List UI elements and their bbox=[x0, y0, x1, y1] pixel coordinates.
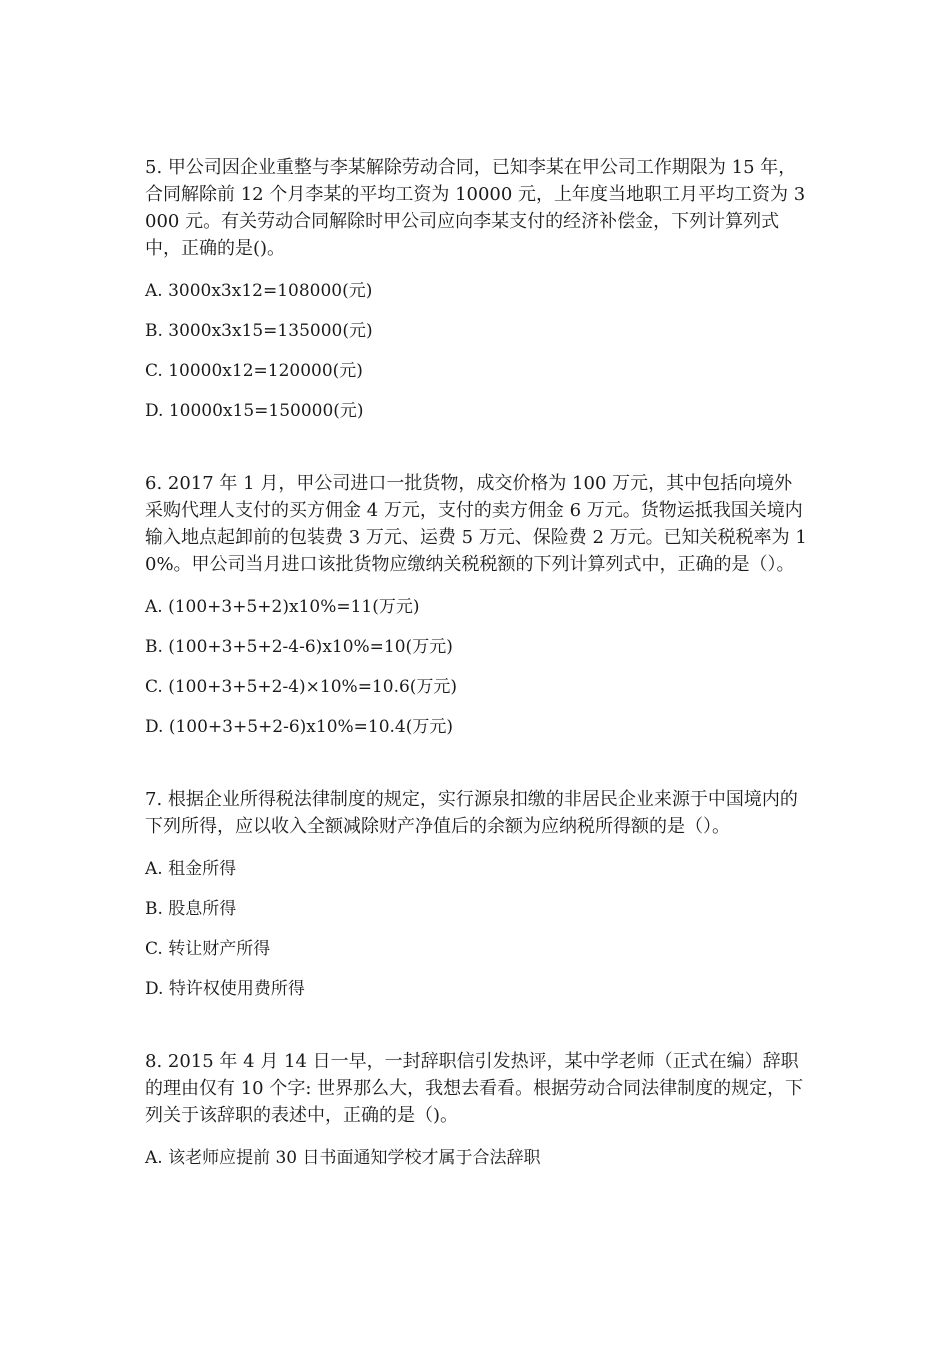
option-d: D. 特许权使用费所得 bbox=[145, 979, 305, 999]
question-text: 5. 甲公司因企业重整与李某解除劳动合同，已知李某在甲公司工作期限为 15 年，合同解除前 12 个月李某的平均工资为 10000 元，上年度当地职工月平均工资为 3000 元。有关劳动合同解除时甲公司应向李某支付的经济补偿金，下列计算列式中，正确的是()。 bbox=[145, 157, 806, 259]
option-a: A. 租金所得 bbox=[145, 859, 237, 879]
option-a: A. (100+3+5+2)x10%=11(万元) bbox=[145, 597, 420, 617]
question-7 bbox=[145, 786, 810, 1000]
question-text: 6. 2017 年 1 月，甲公司进口一批货物，成交价格为 100 万元，其中包括向境外采购代理人支付的买方佣金 4 万元，支付的卖方佣金 6 万元。货物运抵我国关境内输入地点起卸前的包装费 3 万元、运费 5 万元、保险费 2 万元。已知关税税率为 10%。甲公司当月进口该批货物应缴纳关税税额的下列计算列式中，正确的是（）。 bbox=[145, 473, 807, 575]
question-text: 8. 2015 年 4 月 14 日一早，一封辞职信引发热评，某中学老师（正式在编）辞职的理由仅有 10 个字: 世界那么大，我想去看看。根据劳动合同法律制度的规定，下列关于该辞职的表述中，正确的是（)。 bbox=[145, 1051, 804, 1126]
question-text: 7. 根据企业所得税法律制度的规定，实行源泉扣缴的非居民企业来源于中国境内的下列所得，应以收入全额减除财产净值后的余额为应纳税所得额的是（）。 bbox=[145, 789, 798, 837]
question-6 bbox=[145, 470, 810, 738]
question-5 bbox=[145, 154, 810, 422]
option-b: B. 3000x3x15=135000(元) bbox=[145, 321, 373, 341]
option-a: A. 该老师应提前 30 日书面通知学校才属于合法辞职 bbox=[145, 1148, 541, 1168]
document-page bbox=[145, 154, 810, 1169]
option-b: B. (100+3+5+2-4-6)x10%=10(万元) bbox=[145, 637, 453, 657]
option-c: C. 10000x12=120000(元) bbox=[145, 361, 363, 381]
option-c: C. 转让财产所得 bbox=[145, 939, 271, 959]
option-d: D. (100+3+5+2-6)x10%=10.4(万元) bbox=[145, 717, 454, 737]
question-8 bbox=[145, 1048, 810, 1169]
option-a: A. 3000x3x12=108000(元) bbox=[145, 281, 373, 301]
option-d: D. 10000x15=150000(元) bbox=[145, 401, 364, 421]
option-c: C. (100+3+5+2-4)×10%=10.6(万元) bbox=[145, 677, 458, 697]
option-b: B. 股息所得 bbox=[145, 899, 237, 919]
